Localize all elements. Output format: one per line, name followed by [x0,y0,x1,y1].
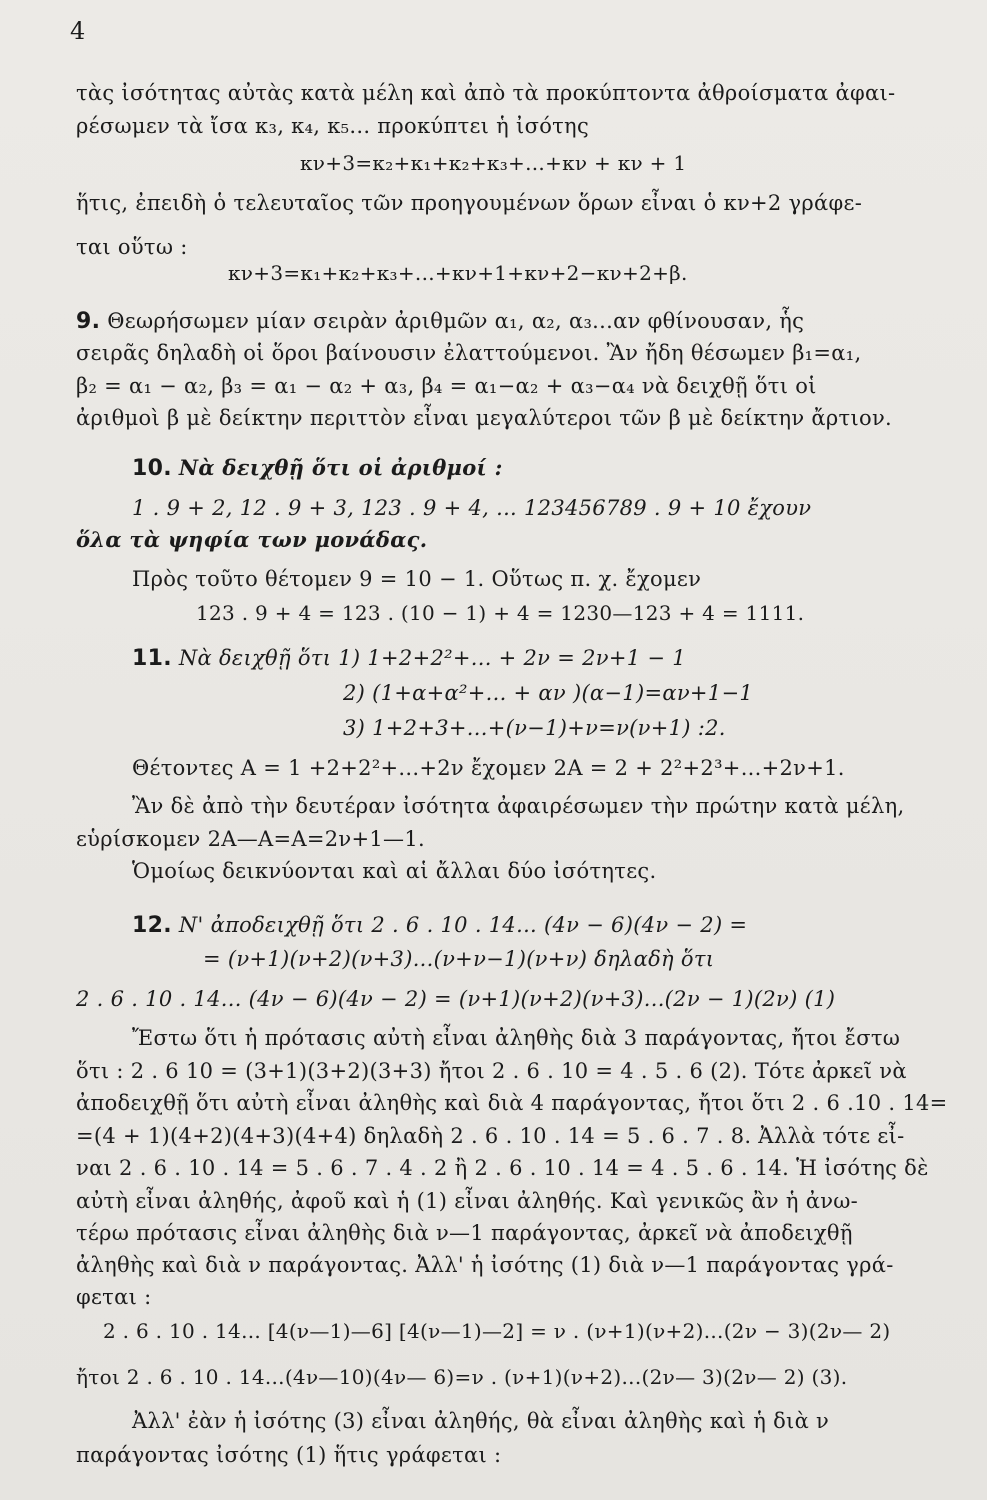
problem-9-line [76,308,804,335]
text-line: εὑρίσκομεν 2Α—Α=Α=2ν+1—1. [76,827,425,851]
problem-12-line [132,912,747,939]
problem-statement: = (ν+1)(ν+2)(ν+3)...(ν+ν−1)(ν+ν) δηλαδὴ ὅτι [203,947,715,971]
problem-statement: Ν' ἀποδειχθῇ ὅτι 2 . 6 . 10 . 14... (4ν − 6)(4ν − 2) = [178,913,748,937]
text-line: β₂ = α₁ − α₂, β₃ = α₁ − α₂ + α₃, β₄ = α₁−α₂ + α₃−α₄ νὰ δειχθῇ ὅτι οἱ [76,374,817,398]
problem-statement: Νὰ δειχθῇ ὅτι οἱ ἀριθμοί : [178,455,503,480]
text-line: τὰς ἰσότητας αὐτὰς κατὰ μέλη καὶ ἀπὸ τὰ προκύπτοντα ἀθροίσματα ἀφαι- [76,81,896,105]
text-line: παράγοντας ἰσότης (1) ἥτις γράφεται : [76,1443,502,1467]
text-line: Ἔστω ὅτι ἡ πρότασις αὐτὴ εἶναι ἀληθὴς διὰ 3 παράγοντας, ἤτοι ἔστω [132,1026,901,1050]
equation: 2 . 6 . 10 . 14... [4(ν—1)—6] [4(ν—1)—2] = ν . (ν+1)(ν+2)...(2ν − 3)(2ν— 2) [103,1319,891,1343]
equation: 123 . 9 + 4 = 123 . (10 − 1) + 4 = 1230—123 + 4 = 1111. [196,601,805,625]
text-line: ἀριθμοὶ β μὲ δείκτην περιττὸν εἶναι μεγαλύτεροι τῶν β μὲ δείκτην ἄρτιον. [76,406,892,430]
problem-statement: Νὰ δειχθῇ ὅτι 1) 1+2+2²+... + 2ν = 2ν+1 − 1 [178,646,686,670]
problem-number: 9. [76,309,101,334]
text-line: =(4 + 1)(4+2)(4+3)(4+4) δηλαδὴ 2 . 6 . 10 . 14 = 5 . 6 . 7 . 8. Ἀλλὰ τότε εἶ- [76,1124,905,1148]
text-line: ναι 2 . 6 . 10 . 14 = 5 . 6 . 7 . 4 . 2 ἢ 2 . 6 . 10 . 14 = 4 . 5 . 6 . 14. Ἡ ἰσότης δὲ [76,1156,929,1180]
problem-10-line [132,455,503,482]
text-line: Θέτοντες Α = 1 +2+2²+...+2ν ἔχομεν 2Α = 2 + 2²+2³+...+2ν+1. [132,756,845,780]
problem-statement: 2 . 6 . 10 . 14... (4ν − 6)(4ν − 2) = (ν+1)(ν+2)(ν+3)...(2ν − 1)(2ν) (1) [76,987,836,1011]
text-line: Θεωρήσωμεν μίαν σειρὰν ἀριθμῶν α₁, α₂, α₃...αν φθίνουσαν, ἧς [107,309,805,333]
problem-statement: 3) 1+2+3+...+(ν−1)+ν=ν(ν+1) :2. [343,716,726,740]
problem-statement: 2) (1+α+α²+... + αν )(α−1)=αν+1−1 [343,681,754,705]
text-line: Ἂν δὲ ἀπὸ τὴν δευτέραν ἰσότητα ἀφαιρέσωμεν τὴν πρώτην κατὰ μέλη, [132,794,905,818]
text-line: Ἀλλ' ἐὰν ἡ ἰσότης (3) εἶναι ἀληθής, θὰ εἶναι ἀληθὴς καὶ ἡ διὰ ν [132,1409,830,1433]
page-number: 4 [70,17,86,45]
problem-statement: 1 . 9 + 2, 12 . 9 + 3, 123 . 9 + 4, ... 123456789 . 9 + 10 ἔχουν [132,496,812,520]
problem-11-line [132,645,686,672]
text-line: τέρω πρότασις εἶναι ἀληθὴς διὰ ν—1 παράγοντας, ἀρκεῖ νὰ ἀποδειχθῇ [76,1221,853,1245]
equation: ἤτοι 2 . 6 . 10 . 14...(4ν—10)(4ν— 6)=ν . (ν+1)(ν+2)...(2ν— 3)(2ν— 2) (3). [76,1365,848,1389]
text-line: ἥτις, ἐπειδὴ ὁ τελευταῖος τῶν προηγουμένων ὅρων εἶναι ὁ κν+2 γράφε- [76,191,863,215]
text-line: ται οὕτω : [76,235,188,259]
equation: κν+3=κ₂+κ₁+κ₂+κ₃+...+κν + κν + 1 [300,151,687,175]
problem-number: 12. [132,913,172,938]
text-line: ὅτι : 2 . 6 10 = (3+1)(3+2)(3+3) ἤτοι 2 . 6 . 10 = 4 . 5 . 6 (2). Τότε ἀρκεῖ νὰ [76,1059,907,1083]
problem-statement: ὅλα τὰ ψηφία των μονάδας. [76,527,428,552]
text-line: ἀποδειχθῇ ὅτι αὐτὴ εἶναι ἀληθὴς καὶ διὰ 4 παράγοντας, ἤτοι ὅτι 2 . 6 .10 . 14= [76,1091,948,1115]
text-line: Πρὸς τοῦτο θέτομεν 9 = 10 − 1. Οὕτως π. χ. ἔχομεν [132,567,702,591]
text-line: Ὁμοίως δεικνύονται καὶ αἱ ἄλλαι δύο ἰσότητες. [132,859,657,883]
problem-number: 11. [132,646,172,671]
text-line: ρέσωμεν τὰ ἴσα κ₃, κ₄, κ₅... προκύπτει ἡ ἰσότης [76,114,590,138]
equation: κν+3=κ₁+κ₂+κ₃+...+κν+1+κν+2−κν+2+β. [228,261,688,285]
problem-number: 10. [132,456,172,481]
text-line: φεται : [76,1285,152,1309]
text-line: ἀληθὴς καὶ διὰ ν παράγοντας. Ἀλλ' ἡ ἰσότης (1) διὰ ν—1 παράγοντας γρά- [76,1253,894,1277]
text-line: σειρᾶς δηλαδὴ οἱ ὅροι βαίνουσιν ἐλαττούμενοι. Ἂν ἤδη θέσωμεν β₁=α₁, [76,341,862,365]
text-line: αὐτὴ εἶναι ἀληθής, ἀφοῦ καὶ ἡ (1) εἶναι ἀληθής. Καὶ γενικῶς ἂν ἡ ἀνω- [76,1189,859,1213]
